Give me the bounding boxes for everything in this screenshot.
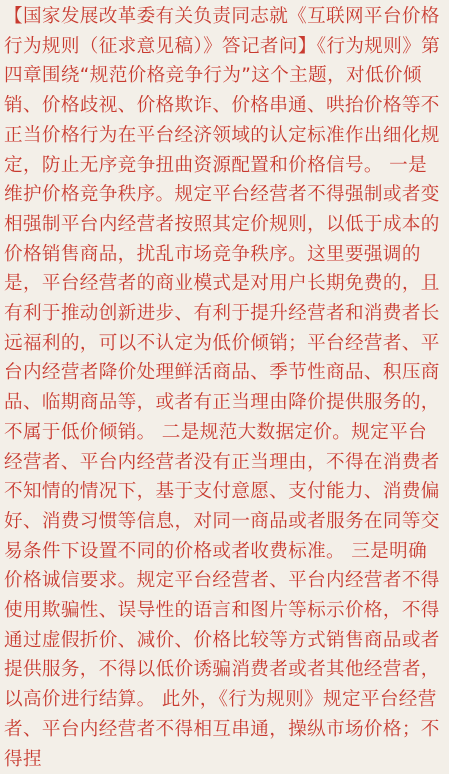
- article-paragraph: 【国家发展改革委有关负责同志就《互联网平台价格行为规则（征求意见稿）》答记者问】《行为规则》第四章围绕“规范价格竞争行为”这个主题，对低价倾销、价格歧视、价格欺诈、价格串通、哄抬价格等不正当价格行为在平台经济领域的认定标准作出细化规定，防止无序竞争扭曲资源配置和价格信号。 一是维护价格竞争秩序。规定平台经营者不得强制或者变相强制平台内经营者按照其定价规则，以低于成本的价格销售商品，扰乱市场竞争秩序。这里要强调的是，平台经营者的商业模式是对用户长期免费的，且有利于推动创新进步、有利于提升经营者和消费者长远福利的，可以不认定为低价倾销；平台经营者、平台内经营者降价处理鲜活商品、季节性商品、积压商品、临期商品等，或者有正当理由降价提供服务的，不属于低价倾销。 二是规范大数据定价。规定平台经营者、平台内经营者没有正当理由，不得在消费者不知情的情况下，基于支付意愿、支付能力、消费偏好、消费习惯等信息，对同一商品或者服务在同等交易条件下设置不同的价格或者收费标准。 三是明确价格诚信要求。规定平台经营者、平台内经营者不得使用欺骗性、误导性的语言和图片等标示价格，不得通过虚假折价、减价、价格比较等方式销售商品或者提供服务，不得以低价诱骗消费者或者其他经营者，以高价进行结算。 此外，《行为规则》规定平台经营者、平台内经营者不得相互串通，操纵市场价格；不得捏: [4, 6, 441, 770]
